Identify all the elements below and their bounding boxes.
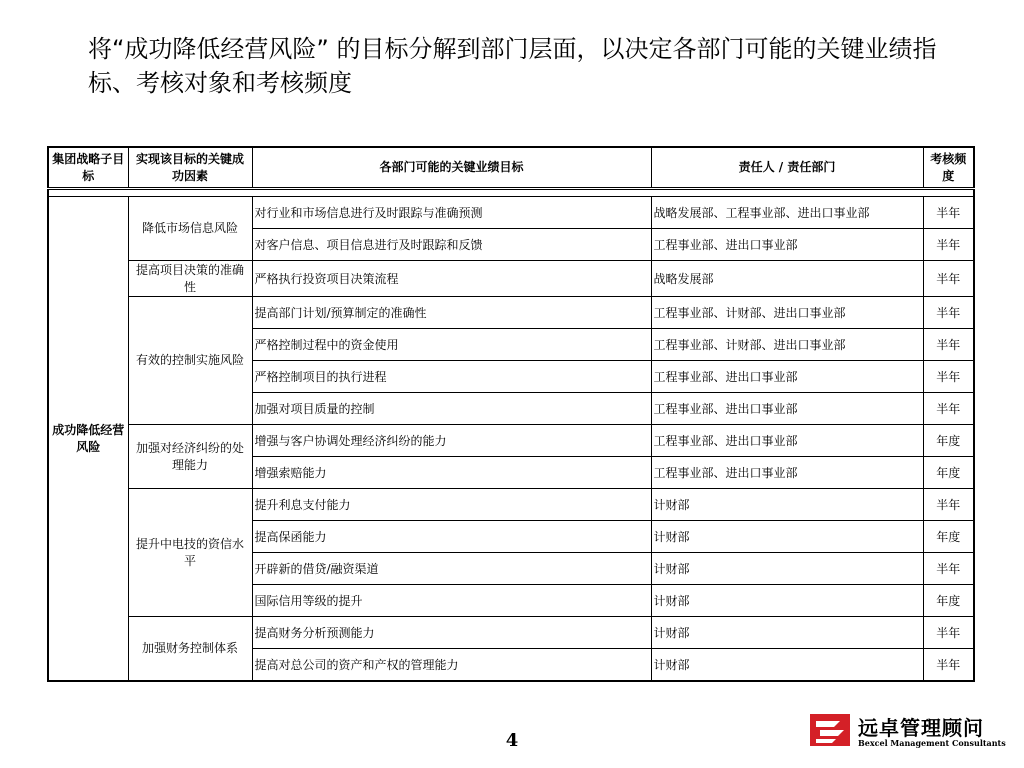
table-row — [48, 617, 974, 649]
frequency-cell: 半年 — [923, 649, 974, 682]
factor-cell: 加强财务控制体系 — [128, 617, 252, 682]
page-number: 4 — [505, 730, 519, 751]
owner-cell: 计财部 — [651, 521, 923, 553]
frequency-cell: 半年 — [923, 197, 974, 229]
kpi-cell: 增强索赔能力 — [252, 457, 651, 489]
frequency-cell: 半年 — [923, 261, 974, 297]
owner-cell: 工程事业部、进出口事业部 — [651, 229, 923, 261]
owner-cell: 计财部 — [651, 649, 923, 682]
owner-cell: 工程事业部、进出口事业部 — [651, 393, 923, 425]
header-separator — [48, 189, 974, 197]
table-row — [48, 425, 974, 457]
frequency-cell: 半年 — [923, 553, 974, 585]
frequency-cell: 年度 — [923, 585, 974, 617]
kpi-cell: 提高保函能力 — [252, 521, 651, 553]
kpi-cell: 提高对总公司的资产和产权的管理能力 — [252, 649, 651, 682]
frequency-cell: 年度 — [923, 457, 974, 489]
header-frequency: 考核频度 — [923, 147, 974, 189]
owner-cell: 战略发展部、工程事业部、进出口事业部 — [651, 197, 923, 229]
owner-cell: 工程事业部、进出口事业部 — [651, 425, 923, 457]
kpi-cell: 加强对项目质量的控制 — [252, 393, 651, 425]
table-row — [48, 197, 974, 229]
factor-cell: 降低市场信息风险 — [128, 197, 252, 261]
kpi-cell: 严格控制过程中的资金使用 — [252, 329, 651, 361]
owner-cell: 工程事业部、进出口事业部 — [651, 457, 923, 489]
frequency-cell: 半年 — [923, 617, 974, 649]
table-row — [48, 297, 974, 329]
kpi-cell: 国际信用等级的提升 — [252, 585, 651, 617]
kpi-cell: 对行业和市场信息进行及时跟踪与准确预测 — [252, 197, 651, 229]
logo-mark-icon — [810, 712, 854, 748]
owner-cell: 计财部 — [651, 553, 923, 585]
owner-cell: 计财部 — [651, 617, 923, 649]
frequency-cell: 年度 — [923, 425, 974, 457]
logo-name-cn: 远卓管理顾问 — [858, 716, 984, 740]
kpi-table — [47, 146, 975, 682]
kpi-cell: 严格执行投资项目决策流程 — [252, 261, 651, 297]
kpi-cell: 提升利息支付能力 — [252, 489, 651, 521]
company-logo — [810, 712, 1006, 752]
frequency-cell: 半年 — [923, 489, 974, 521]
frequency-cell: 半年 — [923, 393, 974, 425]
factor-cell: 提升中电技的资信水平 — [128, 489, 252, 617]
header-goal: 集团战略子目标 — [48, 147, 128, 189]
table-header-row — [48, 147, 974, 189]
logo-name-en: Bexcel Management Consultants — [858, 738, 1006, 748]
page-title: 将“成功降低经营风险” 的目标分解到部门层面，以决定各部门可能的关键业绩指标、考核对象和考核频度 — [88, 35, 937, 97]
factor-cell: 加强对经济纠纷的处理能力 — [128, 425, 252, 489]
owner-cell: 工程事业部、计财部、进出口事业部 — [651, 329, 923, 361]
kpi-cell: 严格控制项目的执行进程 — [252, 361, 651, 393]
table-row — [48, 261, 974, 297]
header-kpi: 各部门可能的关键业绩目标 — [252, 147, 651, 189]
frequency-cell: 年度 — [923, 521, 974, 553]
kpi-cell: 对客户信息、项目信息进行及时跟踪和反馈 — [252, 229, 651, 261]
frequency-cell: 半年 — [923, 329, 974, 361]
kpi-cell: 开辟新的借贷/融资渠道 — [252, 553, 651, 585]
owner-cell: 工程事业部、进出口事业部 — [651, 361, 923, 393]
goal-cell: 成功降低经营风险 — [48, 197, 128, 682]
factor-cell: 有效的控制实施风险 — [128, 297, 252, 425]
owner-cell: 计财部 — [651, 585, 923, 617]
owner-cell: 工程事业部、计财部、进出口事业部 — [651, 297, 923, 329]
table-row — [48, 489, 974, 521]
factor-cell: 提高项目决策的准确性 — [128, 261, 252, 297]
kpi-cell: 增强与客户协调处理经济纠纷的能力 — [252, 425, 651, 457]
header-owner: 责任人 / 责任部门 — [651, 147, 923, 189]
kpi-cell: 提高部门计划/预算制定的准确性 — [252, 297, 651, 329]
owner-cell: 战略发展部 — [651, 261, 923, 297]
frequency-cell: 半年 — [923, 297, 974, 329]
frequency-cell: 半年 — [923, 229, 974, 261]
kpi-cell: 提高财务分析预测能力 — [252, 617, 651, 649]
frequency-cell: 半年 — [923, 361, 974, 393]
header-factor: 实现该目标的关键成功因素 — [128, 147, 252, 189]
owner-cell: 计财部 — [651, 489, 923, 521]
